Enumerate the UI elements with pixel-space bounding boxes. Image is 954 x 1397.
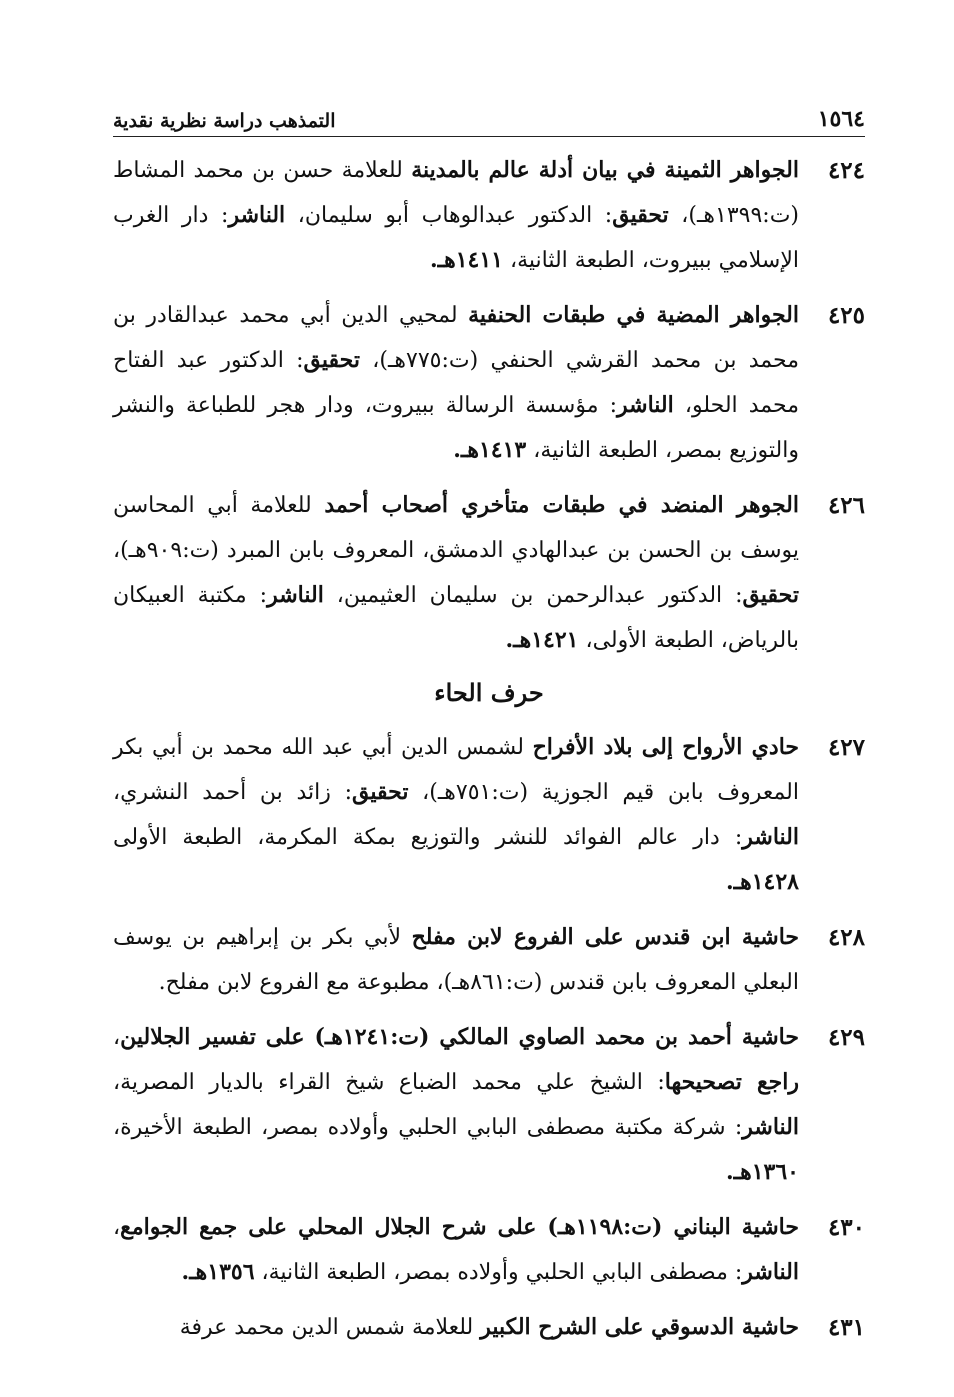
entry-title: حاشية أحمد بن محمد الصاوي المالكي (ت:١٢٤١هـ) على تفسير الجلالين xyxy=(120,1024,799,1050)
entry-text xyxy=(113,1305,799,1350)
entry-publisher: : شركة مكتبة مصطفى البابي الحلبي وأولاده بمصر، الطبعة الأخيرة، xyxy=(113,1115,743,1140)
entry-title: حاشية الدسوقي على الشرح الكبير xyxy=(480,1314,799,1340)
entry-title: حادي الأرواح إلى بلاد الأفراح xyxy=(532,734,799,760)
publisher-label: الناشر xyxy=(742,824,799,850)
entry-author: للعلامة أبي المحاسن يوسف بن الحسن بن عبدالهادي الدمشق، المعروف بابن المبرد (ت:٩٠٩هـ)، xyxy=(113,493,799,563)
entry-title: الجواهر المضية في طبقات الحنفية xyxy=(468,302,799,328)
entry-number: ٤٢٦ xyxy=(827,492,865,519)
entry-year: ١٤٢٨هـ. xyxy=(726,869,799,895)
entry-title: الجواهر الثمينة في بيان أدلة عالم بالمدينة xyxy=(411,157,799,183)
entry-text xyxy=(113,1015,799,1195)
entry-text xyxy=(113,148,799,283)
bibliography-entry-430 xyxy=(113,1205,865,1295)
entry-year: ١٤١١هـ. xyxy=(430,247,503,273)
entry-number: ٤٢٥ xyxy=(827,302,865,329)
entry-separator: ، xyxy=(113,1025,121,1050)
entry-editor: : الدكتور عبدالرحمن بن سليمان العثيمين، xyxy=(323,583,743,608)
entry-year: ١٣٥٦هـ. xyxy=(181,1259,255,1285)
entry-year: ١٤٢١هـ. xyxy=(505,627,579,653)
bibliography-entry-424 xyxy=(113,148,865,283)
entry-year: ١٤١٣هـ. xyxy=(453,437,527,463)
entry-separator: ، xyxy=(113,1215,121,1240)
entry-author: لمحيي الدين أبي محمد عبدالقادر بن محمد بن محمد القرشي الحنفي (ت:٧٧٥هـ)، xyxy=(113,303,799,373)
entry-text xyxy=(113,725,799,905)
entry-number: ٤٣١ xyxy=(827,1314,865,1341)
page-number: ١٥٦٤ xyxy=(817,106,865,132)
entry-number: ٤٢٨ xyxy=(827,924,865,951)
entry-year: ١٣٦٠هـ. xyxy=(726,1159,799,1185)
entry-text xyxy=(113,1205,799,1295)
publisher-label: الناشر xyxy=(267,582,324,608)
publisher-label: الناشر xyxy=(228,202,286,228)
entry-editor: : الشيخ علي محمد الضباع شيخ القراء بالديار المصرية، xyxy=(113,1070,665,1095)
entry-author: لشمس الدين أبي عبد الله محمد بن أبي بكر المعروف بابن قيم الجوزية (ت:٧٥١هـ)، xyxy=(113,735,799,805)
bibliography-entry-427 xyxy=(113,725,865,905)
entry-text xyxy=(113,293,799,473)
entry-number: ٤٢٩ xyxy=(827,1024,865,1051)
entry-publisher: : دار عالم الفوائد للنشر والتوزيع بمكة المكرمة، الطبعة الأولى xyxy=(113,825,743,850)
entry-number: ٤٣٠ xyxy=(827,1214,865,1241)
entry-title: حاشية البناني (ت:١١٩٨هـ) على شرح الجلال المحلي على جمع الجوامع xyxy=(120,1214,799,1240)
tahqiq-label: تحقيق xyxy=(303,347,360,373)
entry-editor: : الدكتور عبدالوهاب أبو سليمان، xyxy=(285,203,613,228)
publisher-label: الناشر xyxy=(742,1259,799,1285)
entry-title: الجوهر المنضد في طبقات متأخري أصحاب أحمد xyxy=(324,492,799,518)
bibliography-entry-431 xyxy=(113,1305,865,1350)
entry-publisher: : مكتبة العبيكان بالرياض، الطبعة الأولى، xyxy=(113,583,799,653)
bibliography-entry-426 xyxy=(113,483,865,663)
entry-editor: : زائد بن أحمد النشري، xyxy=(113,780,353,805)
bibliography-entry-428 xyxy=(113,915,865,1005)
entry-number: ٤٢٤ xyxy=(827,157,865,184)
entry-author: للعلامة حسن بن محمد المشاط (ت:١٣٩٩هـ)، xyxy=(113,158,799,228)
entry-publisher: : دار الغرب الإسلامي ببيروت، الطبعة الثانية، xyxy=(113,203,799,273)
page-header xyxy=(113,103,865,137)
publisher-label: الناشر xyxy=(617,392,674,418)
entry-text xyxy=(113,915,799,1005)
entry-publisher: : مؤسسة الرسالة ببيروت، ودار هجر للطباعة والنشر والتوزيع بمصر، الطبعة الثانية، xyxy=(113,393,799,463)
entry-title: حاشية ابن قندس على الفروع لابن مفلح xyxy=(411,924,799,950)
tashih-label: راجع تصحيحها xyxy=(664,1069,799,1095)
bibliography-entry-429 xyxy=(113,1015,865,1195)
tahqiq-label: تحقيق xyxy=(742,582,799,608)
entry-editor: : الدكتور عبد الفتاح محمد الحلو، xyxy=(113,348,799,418)
bibliography-entry-425 xyxy=(113,293,865,473)
entry-author: لأبي بكر بن إبراهيم بن يوسف البعلي المعروف بابن قندس (ت:٨٦١هـ)، مطبوعة مع الفروع لابن مفلح. xyxy=(113,925,799,995)
bibliography-list xyxy=(113,148,865,1360)
publisher-label: الناشر xyxy=(742,1114,799,1140)
tahqiq-label: تحقيق xyxy=(612,202,669,228)
entry-author: للعلامة شمس الدين محمد عرفة xyxy=(179,1315,481,1340)
running-title: التمذهب دراسة نظرية نقدية xyxy=(113,110,336,132)
tahqiq-label: تحقيق xyxy=(352,779,409,805)
entry-number: ٤٢٧ xyxy=(827,734,865,761)
entry-publisher: : مصطفى البابي الحلبي وأولاده بمصر، الطبعة الثانية، xyxy=(254,1260,743,1285)
section-heading: حرف الحاء xyxy=(434,678,544,707)
entry-text xyxy=(113,483,799,663)
